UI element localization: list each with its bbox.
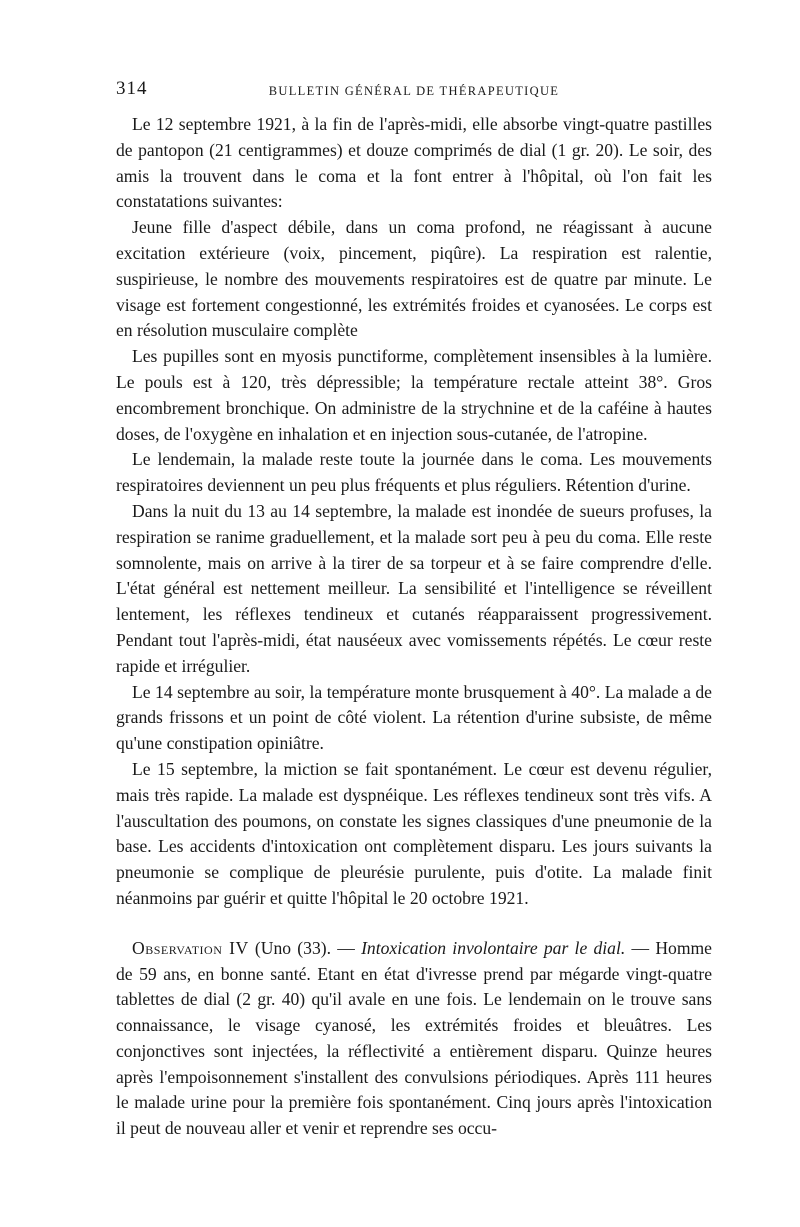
observation-source: (Uno (33). — [248, 937, 362, 958]
paragraph: Le 14 septembre au soir, la température monte brusquement à 40°. La malade a de grands frissons et un point de côté violent. La rétention d'urine subsiste, de même qu'une constipation opiniâtre. [116, 681, 712, 754]
paragraph: Le 12 septembre 1921, à la fin de l'après-midi, elle absorbe vingt-quatre pastilles de pantopon (21 centigrammes) et douze comprimés de dial (1 gr. 20). Le soir, des amis la trouvent dans le coma et la font entrer à l'hôpital, où l'on fait les constatations suivantes: [116, 114, 712, 212]
paragraph: Dans la nuit du 13 au 14 septembre, la malade est inondée de sueurs profuses, la respiration se ranime graduellement, et la malade sort peu à peu du coma. Elle reste somnolente, mais on arrive à la tirer de sa torpeur et à se faire comprendre d'elle. L'état général est nettement meilleur. La sensibilité et l'intelligence se réveillent lentement, les réflexes tendineux et cutanés réapparaissent progressivement. Pendant tout l'après-midi, état nauséeux avec vomissements répétés. Le cœur reste rapide et irrégulier. [116, 500, 712, 676]
page-number: 314 [116, 78, 148, 99]
body-text [116, 112, 712, 1142]
running-head: BULLETIN GÉNÉRAL DE THÉRAPEUTIQUE [268, 84, 560, 98]
observation-dash: — [625, 937, 656, 958]
observation-title: Intoxication involontaire par le dial. [361, 937, 626, 958]
observation-paragraph [116, 936, 712, 1142]
observation-label: Observation IV [132, 937, 249, 958]
observation-text: Homme de 59 ans, en bonne santé. Etant en état d'ivresse prend par mégarde vingt-quatre tablettes de dial (2 gr. 40) qu'il avale en une fois. Le lendemain on le trouve sans connaissance, le visage cyanosé, les extrémités froides et bleuâtres. Les conjonctives sont injectées, la réflectivité a entièrement disparu. Quinze heures après l'empoisonnement s'installent des convulsions périodiques. Après 111 heures le malade urine pour la première fois spontanément. Cinq jours après l'intoxication il peut de nouveau aller et venir et reprendre ses occu- [116, 937, 712, 1139]
paragraph: Le lendemain, la malade reste toute la journée dans le coma. Les mouvements respiratoires deviennent un peu plus fréquents et plus réguliers. Rétention d'urine. [116, 449, 712, 496]
paragraph: Les pupilles sont en myosis punctiforme, complètement insensibles à la lumière. Le pouls est à 120, très dépressible; la température rectale atteint 38°. Gros encombrement bronchique. On administre de la strychnine et de la caféine à hautes doses, de l'oxygène en inhalation et en injection sous-cutanée, de l'atropine. [116, 346, 712, 444]
paragraph: Le 15 septembre, la miction se fait spontanément. Le cœur est devenu régulier, mais très rapide. La malade est dyspnéique. Les réflexes tendineux sont très vifs. A l'auscultation des poumons, on constate les signes classiques d'une pneumonie de la base. Les accidents d'intoxication ont complètement disparu. Les jours suivants la pneumonie se complique de pleurésie purulente, puis d'otite. La malade finit néanmoins par guérir et quitte l'hôpital le 20 octobre 1921. [116, 758, 712, 908]
paragraph: Jeune fille d'aspect débile, dans un coma profond, ne réagissant à aucune excitation extérieure (voix, pincement, piqûre). La respiration est ralentie, suspirieuse, le nombre des mouvements respiratoires est de quatre par minute. Le visage est fortement congestionné, les extrémités froides et cyanosées. Le corps est en résolution musculaire complète [116, 217, 712, 341]
page-header [116, 60, 712, 100]
